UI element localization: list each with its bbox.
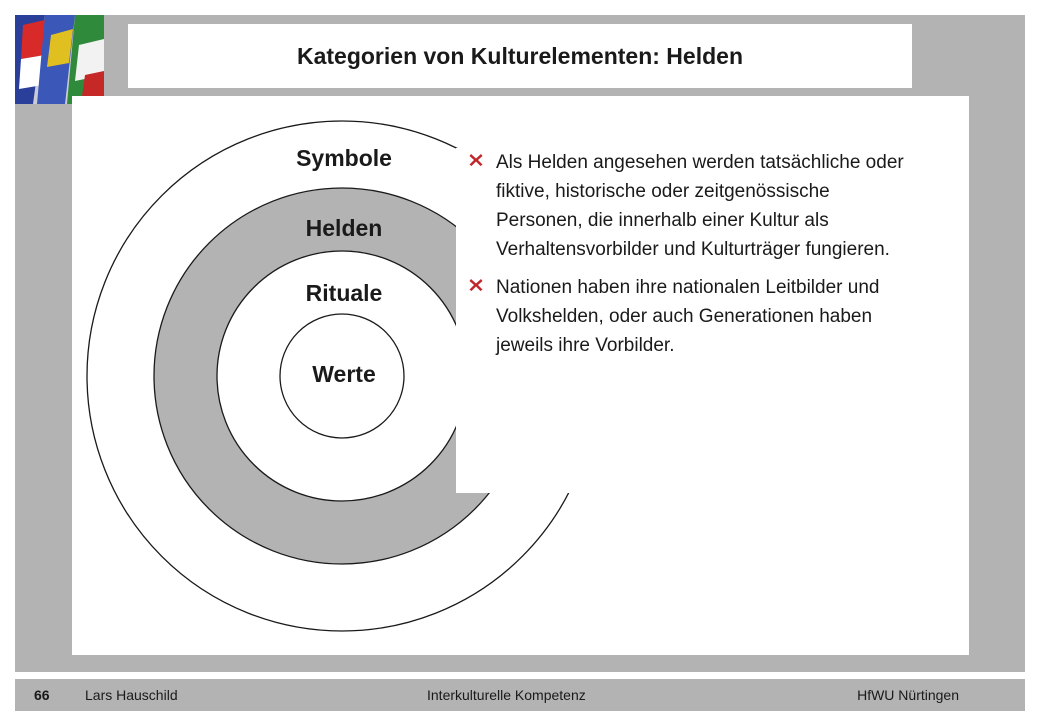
ring-label-rituale: Rituale <box>305 280 383 306</box>
ring-label-symbole: Symbole <box>296 145 392 171</box>
content-panel <box>72 96 969 655</box>
text-box <box>456 148 916 493</box>
ring-label-helden: Helden <box>305 215 383 241</box>
footer <box>15 679 1025 711</box>
x-mark-icon <box>468 277 484 293</box>
footer-course: Interkulturelle Kompetenz <box>427 687 586 703</box>
bullet-item <box>456 148 916 264</box>
slide-title: Kategorien von Kulturelementen: Helden <box>296 42 743 69</box>
footer-author: Lars Hauschild <box>85 687 178 703</box>
flags-logo <box>15 15 104 104</box>
bullet-item <box>456 273 916 360</box>
page-number: 66 <box>34 687 50 703</box>
footer-institution: HfWU Nürtingen <box>857 687 959 703</box>
bullet-text: Als Helden angesehen werden tatsächliche oder fiktive, historische oder zeitgenössische Personen, die innerhalb einer Kultur als Verhaltensvorbilder und Kulturträger fungieren. <box>496 152 904 260</box>
bullet-text: Nationen haben ihre nationalen Leitbilder und Volkshelden, oder auch Generationen haben jeweils ihre Vorbilder. <box>496 277 880 356</box>
title-box <box>128 24 912 88</box>
ring-label-werte: Werte <box>312 361 376 387</box>
flags-logo-image <box>15 15 104 104</box>
x-mark-icon <box>468 152 484 168</box>
